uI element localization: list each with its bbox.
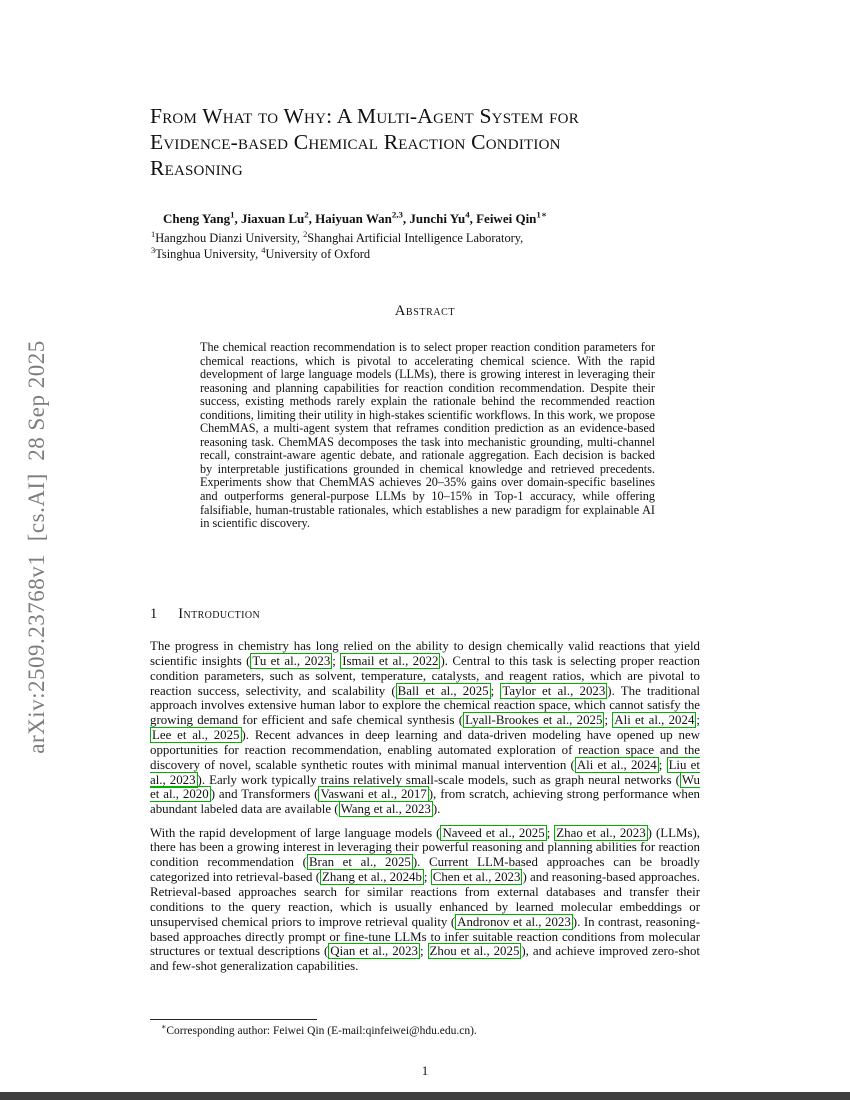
citation-link[interactable]: Wu et al., 2020 [150, 772, 700, 802]
affiliation-line: $^3$Tsinghua University, $^4$University of Oxford [151, 244, 371, 261]
citation-link[interactable]: Lyall-Brookes et al., 2025 [465, 713, 603, 728]
arxiv-stamp: arXiv:2509.23768v1 [cs.AI] 28 Sep 2025 [24, 340, 49, 754]
citation-link[interactable]: Lee et al., 2025 [152, 728, 240, 743]
section-number: 1 [150, 606, 158, 622]
footnote-text: Corresponding author: Feiwei Qin (E-mail:qinfeiwei@hdu.edu.cn). [166, 1025, 477, 1037]
citation-link[interactable]: Taylor et al., 2023 [502, 683, 606, 698]
affiliation-line: $^1$Hangzhou Dianzi University, $^2$Shanghai Artificial Intelligence Laboratory, [151, 228, 524, 245]
footnote-marker: ∗ [161, 1022, 167, 1032]
citation-link[interactable]: Wang et al., 2023 [340, 802, 431, 817]
citation-link[interactable]: Liu et al., 2023 [150, 757, 700, 787]
author-name: Feiwei Qin$^{1∗}$ [476, 209, 547, 226]
page-bottom-edge [0, 1092, 850, 1100]
affiliation-block [151, 228, 711, 262]
abstract-text: The chemical reaction recommendation is to select proper reaction condition parameters for chemical reactions, which is pivotal to accelerating chemical science. With the rapid development of large language models (LLMs), there is growing interest in leveraging their reasoning and planning capabilities for reaction condition recommendation. Despite their success, existing methods rarely explain the rationale behind the recommended reaction conditions, limiting their utility in high-stakes scientific workflows. In this work, we propose ChemMAS, a multi-agent system that reframes condition prediction as an evidence-based reasoning task. ChemMAS decomposes the task into mechanistic grounding, multi-channel recall, constraint-aware agentic debate, and rationale aggregation. Each decision is backed by interpretable justifications grounded in chemical knowledge and retrieved precedents. Experiments show that ChemMAS achieves 20–35% gains over domain-specific baselines and outperforms general-purpose LLMs by 10–15% in Top-1 accuracy, while offering falsifiable, human-trustable rationales, which establishes a new paradigm for explainable AI in scientific discovery. [200, 340, 655, 531]
paper-title [150, 103, 725, 181]
footnote [150, 1022, 700, 1038]
citation-link[interactable]: Ismail et al., 2022 [342, 653, 439, 668]
author-name: Haiyuan Wan$^{2,3}$ [315, 209, 403, 226]
citation-link[interactable]: Chen et al., 2023 [432, 870, 521, 885]
text-line: Evidence-based Chemical Reaction Condition [150, 130, 561, 154]
author-name: Cheng Yang$^1$ [163, 209, 235, 226]
citation-link[interactable]: Bran et al., 2025 [308, 855, 411, 870]
citation-link[interactable]: Zhao et al., 2023 [556, 825, 646, 840]
abstract-heading: Abstract [394, 303, 456, 319]
paragraph: The progress in chemistry has long relied on the ability to design chemically valid reactions that yield scientific insights ( Tu et al., 2023 ; Ismail et al., 2022 ). Central to this task is selecting proper reaction condition parameters, such as solvent, temperature, catalysts, and reagent ratios, which are pivotal to reaction success, selectivity, and scalability ( Ball et al., 2025 ; Taylor et al., 2023 ). The traditional approach involves extensive human labor to explore the chemical reaction space, which cannot satisfy the growing demand for efficient and safe chemical synthesis ( Lyall-Brookes et al., 2025 ; Ali et al., 2024 ; Lee et al., 2025 ). Recent advances in deep learning and data-driven modeling have opened up new opportunities for reaction recommendation, enabling automated exploration of reaction space and the discovery of novel, scalable synthetic routes with minimal manual intervention ( Ali et al., 2024 ; Liu et al., 2023 ). Early work typically trains relatively small-scale models, such as graph neural networks ( Wu et al., 2020 ) and Transformers ( Vaswani et al., 2017 ), from scratch, achieving strong performance when abundant labeled data are available ( Wang et al., 2023 ). [150, 639, 701, 817]
section-label: Introduction [178, 606, 261, 622]
citation-link[interactable]: Andronov et al., 2023 [457, 914, 571, 929]
section-heading [150, 606, 700, 623]
footnote-rule [150, 1019, 317, 1020]
intro-paragraphs [150, 639, 700, 983]
citation-link[interactable]: Qian et al., 2023 [330, 944, 418, 959]
citation-link[interactable]: Ali et al., 2024 [576, 757, 657, 772]
citation-link[interactable]: Zhang et al., 2024b [322, 870, 422, 885]
citation-link[interactable]: Zhou et al., 2025 [429, 944, 520, 959]
author-name: Junchi Yu$^4$ [409, 209, 470, 226]
page-number: 1 [421, 1063, 429, 1078]
citation-link[interactable]: Naveed et al., 2025 [442, 825, 545, 840]
author-name: Jiaxuan Lu$^2$ [241, 209, 309, 226]
citation-link[interactable]: Ball et al., 2025 [397, 683, 489, 698]
paragraph: With the rapid development of large language models ( Naveed et al., 2025 ; Zhao et al., 2023 ) (LLMs), there has been a growing interest in leveraging their powerful reasoning and planning abilities for reaction condition recommendation ( Bran et al., 2025 ). Current LLM-based approaches can be broadly categorized into retrieval-based ( Zhang et al., 2024b ; Chen et al., 2023 ) and reasoning-based approaches. Retrieval-based approaches search for similar reactions from external databases and transfer their conditions to the query reaction, which is usually enhanced by learned molecular embeddings or unsupervised chemical priors to improve retrieval quality ( Andronov et al., 2023 ). In contrast, reasoning-based approaches directly prompt or fine-tune LLMs to infer suitable reaction conditions from molecular structures or textual descriptions ( Qian et al., 2023 ; Zhou et al., 2025 ), and achieve improved zero-shot and few-shot generalization capabilities. [150, 825, 700, 974]
text-line: From What to Why: A Multi-Agent System for [150, 104, 579, 128]
citation-link[interactable]: Vaswani et al., 2017 [320, 787, 427, 802]
citation-link[interactable]: Tu et al., 2023 [252, 653, 331, 668]
author-line: Cheng Yang$^1$, Jiaxuan Lu$^2$, Haiyuan Wan$^{2,3}$, Junchi Yu$^4$, Feiwei Qin$^{1∗}$ [163, 209, 547, 226]
text-line: Reasoning [150, 156, 243, 180]
citation-link[interactable]: Ali et al., 2024 [614, 713, 695, 728]
